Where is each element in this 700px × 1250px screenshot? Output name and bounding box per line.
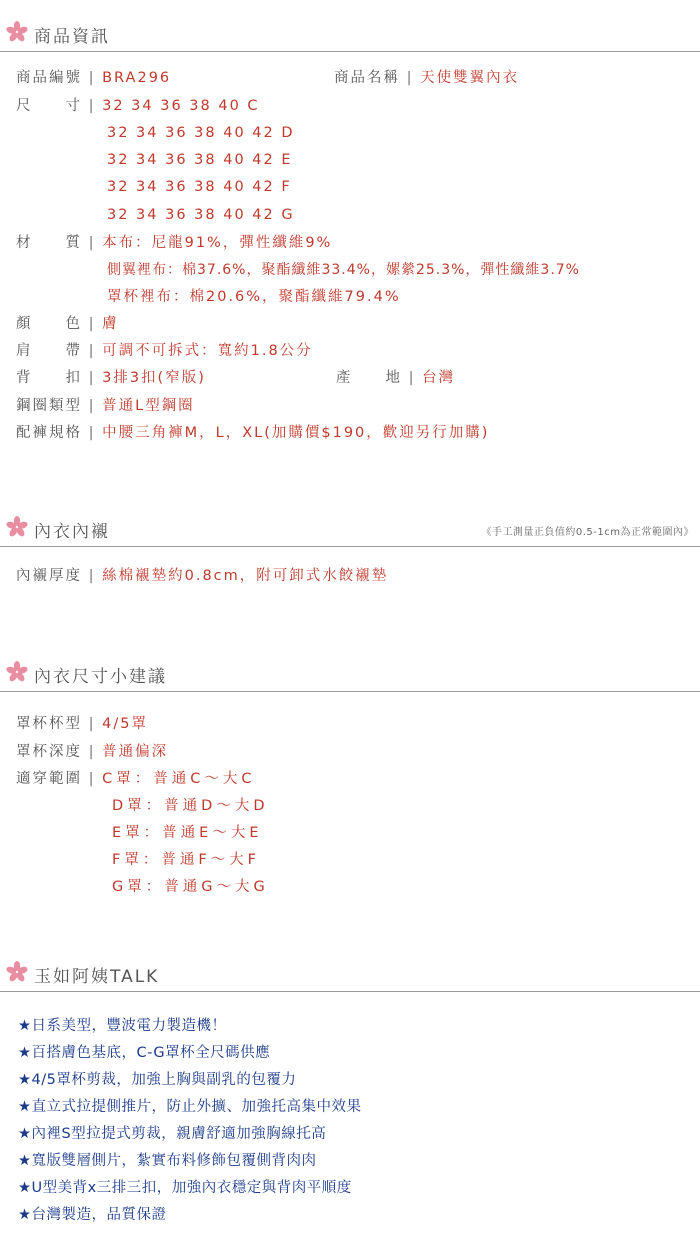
flower-icon	[6, 661, 28, 683]
material-row: 材 質 | 本布：尼龍91%，彈性纖維9%	[16, 235, 333, 251]
section-title: 玉如阿姨TALK	[34, 967, 160, 987]
talk-item: ★內裡S型拉提式剪裁，親膚舒適加強胸線托高	[18, 1126, 327, 1142]
color-row: 顏 色 | 膚	[16, 316, 119, 332]
star-icon: ★	[18, 1018, 32, 1034]
star-icon: ★	[18, 1045, 32, 1061]
section-header-talk	[0, 953, 700, 992]
fit-range-line: E罩：普通E～大E	[112, 825, 263, 841]
fit-range-line: F罩：普通F～大F	[112, 852, 261, 868]
origin-row: 產 地 | 台灣	[336, 370, 456, 386]
strap-row: 肩 帶 | 可調不可拆式：寬約1.8公分	[16, 343, 313, 359]
talk-item: ★直立式拉提側推片，防止外擴、加強托高集中效果	[18, 1099, 362, 1115]
flower-icon	[6, 961, 28, 983]
fit-range-line: D罩：普通D～大D	[112, 798, 269, 814]
section-header-info	[0, 13, 700, 52]
section-title: 內衣尺寸小建議	[34, 667, 167, 687]
section-title: 商品資訊	[34, 27, 110, 47]
size-row: 尺 寸 | 32 34 36 38 40 C	[16, 98, 260, 114]
cup-depth-row: 罩杯深度 | 普通偏深	[16, 744, 169, 760]
talk-item: ★U型美背x三排三扣，加強內衣穩定與背肉平順度	[18, 1180, 352, 1196]
measurement-note: 《手工測量正負值約0.5-1cm為正常範圍內》	[481, 527, 694, 538]
product-name-row: 商品名稱 | 天使雙翼內衣	[334, 70, 520, 86]
fit-range-line: G罩：普通G～大G	[112, 879, 269, 895]
material-line: 罩杯裡布：棉20.6%，聚酯纖維79.4%	[107, 289, 401, 305]
star-icon: ★	[18, 1126, 32, 1142]
material-line: 側翼裡布：棉37.6%，聚酯纖維33.4%，嫘縈25.3%，彈性纖維3.7%	[107, 262, 580, 278]
star-icon: ★	[18, 1180, 32, 1196]
size-line: 32 34 36 38 40 42 E	[107, 152, 293, 168]
flower-icon	[6, 516, 28, 538]
back-hook-row: 背 扣 | 3排3扣(窄版)	[16, 370, 206, 386]
star-icon: ★	[18, 1072, 32, 1088]
lining-thickness-row: 內襯厚度 | 絲棉襯墊約0.8cm，附可卸式水餃襯墊	[16, 568, 389, 584]
flower-icon	[6, 21, 28, 43]
size-line: 32 34 36 38 40 42 F	[107, 179, 292, 195]
talk-item: ★台灣製造，品質保證	[18, 1207, 167, 1223]
fit-range-row: 適穿範圍 | C罩：普通C～大C	[16, 771, 256, 787]
wire-type-row: 鋼圈類型 | 普通L型鋼圈	[16, 398, 195, 414]
talk-item: ★寬版雙層側片，紮實布料修飾包覆側背肉肉	[18, 1153, 317, 1169]
talk-item: ★4/5罩杯剪裁，加強上胸與副乳的包覆力	[18, 1072, 297, 1088]
cup-type-row: 罩杯杯型 | 4/5罩	[16, 716, 148, 732]
talk-item: ★日系美型，豐波電力製造機！	[18, 1018, 227, 1034]
size-line: 32 34 36 38 40 42 G	[107, 207, 295, 223]
section-title: 內衣內襯	[34, 522, 110, 542]
star-icon: ★	[18, 1099, 32, 1115]
size-line: 32 34 36 38 40 42 D	[107, 125, 295, 141]
star-icon: ★	[18, 1153, 32, 1169]
section-header-size	[0, 653, 700, 692]
product-code-row: 商品編號 | BRA296	[16, 70, 172, 86]
section-header-lining	[0, 508, 700, 547]
talk-item: ★百搭膚色基底，C-G罩杯全尺碼供應	[18, 1045, 271, 1061]
pants-spec-row: 配褲規格 | 中腰三角褲M，L，XL(加購價$190，歡迎另行加購)	[16, 425, 490, 441]
star-icon: ★	[18, 1207, 32, 1223]
